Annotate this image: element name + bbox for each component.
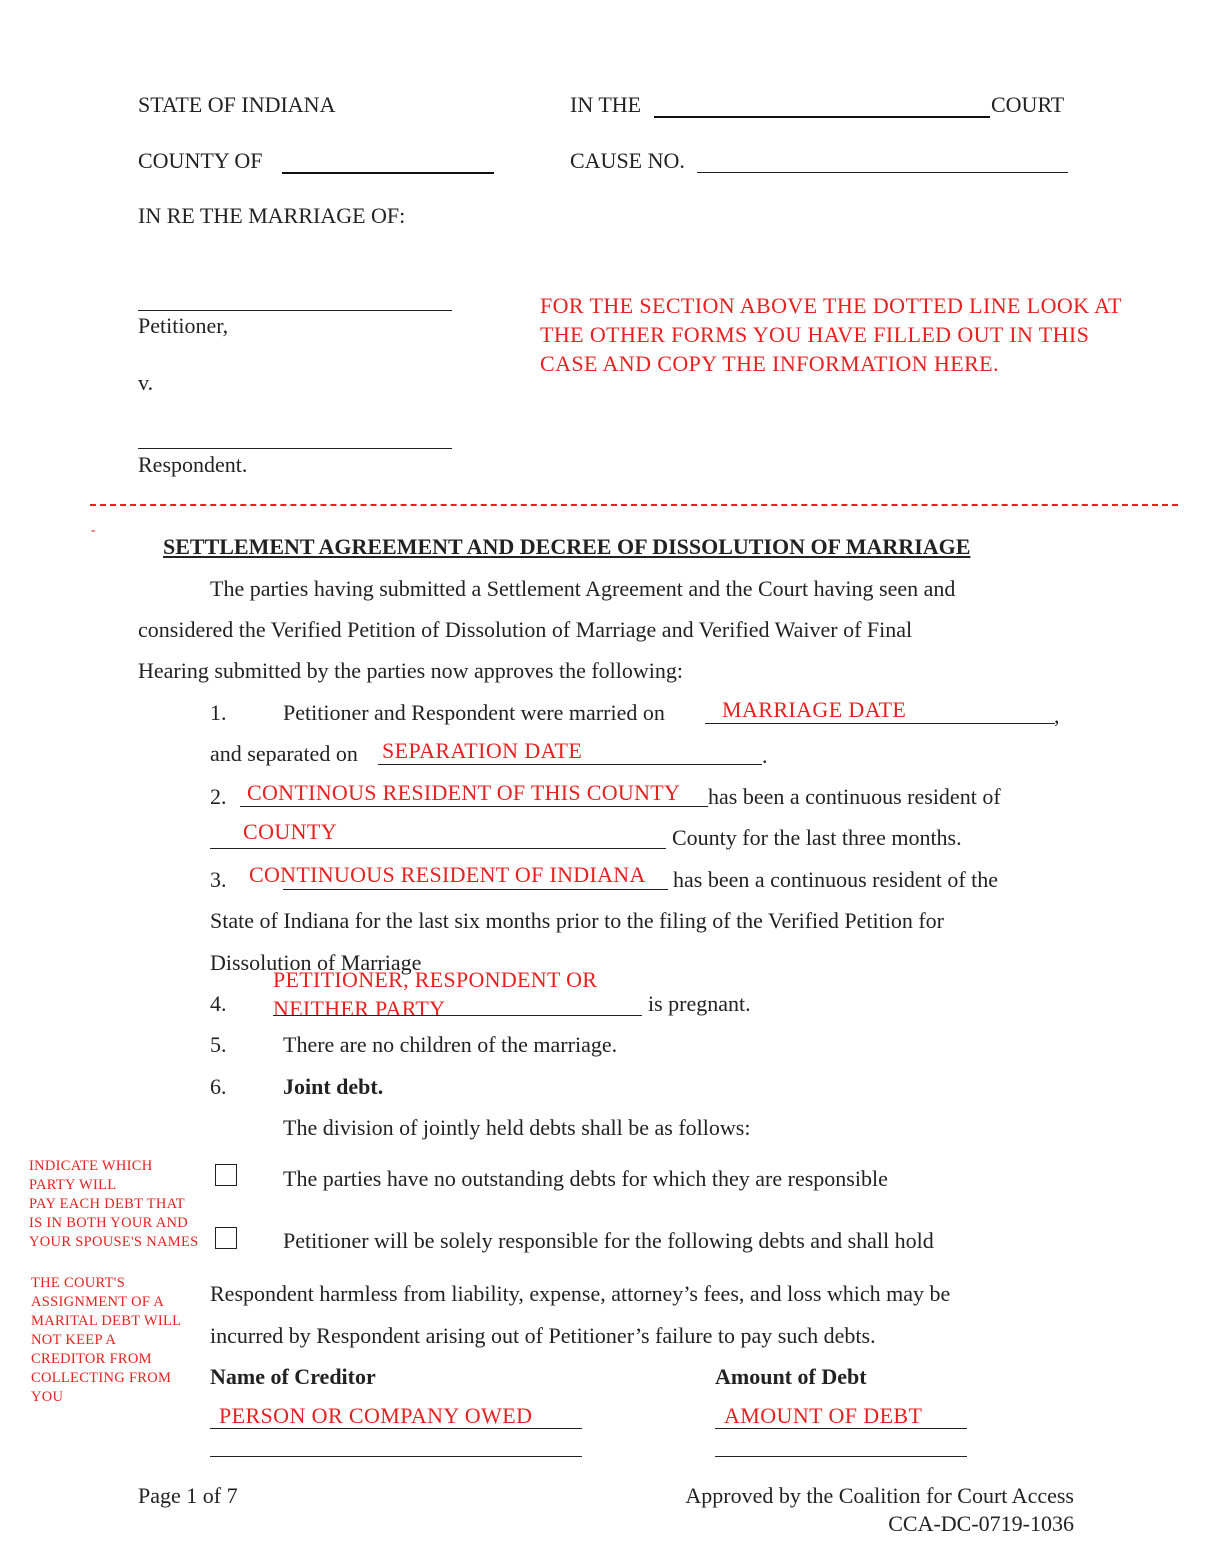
marriage-date-field[interactable] [705,723,1055,724]
court-suffix-label: COURT [991,92,1065,117]
state-label: STATE OF INDIANA [138,92,336,117]
respondent-label: Respondent. [138,452,248,477]
no-debts-option-text: The parties have no outstanding debts for which they are responsible [283,1166,888,1191]
county-label: COUNTY OF [138,148,263,173]
item-1-comma: , [1054,703,1060,728]
pregnant-party-field[interactable] [273,1015,642,1016]
county-name-hint: COUNTY [243,819,338,844]
petitioner-name-field[interactable] [138,310,452,311]
creditor-column-header: Name of Creditor [210,1364,376,1389]
joint-debt-heading: Joint debt. [283,1074,384,1099]
debt-amount-hint: AMOUNT OF DEBT [724,1403,923,1428]
petitioner-responsible-checkbox[interactable] [215,1227,237,1249]
side-note-creditor-warning: THE COURT'S ASSIGNMENT OF A MARITAL DEBT WILL NOT KEEP A CREDITOR FROM COLLECTING FROM YOU [31,1275,182,1405]
item-number-2: 2. [210,784,227,809]
item-6-text: The division of jointly held debts shall be as follows: [283,1115,751,1140]
petitioner-responsible-text-3: incurred by Respondent arising out of Petitioner’s failure to pay such debts. [210,1323,876,1348]
creditor-name-hint: PERSON OR COMPANY OWED [219,1403,533,1428]
separation-date-hint: SEPARATION DATE [382,738,583,763]
court-prefix-label: IN THE [570,92,642,117]
item-3c-text: Dissolution of Marriage [210,950,422,975]
versus-label: v. [138,370,154,395]
county-name-field[interactable] [210,848,666,849]
no-debts-checkbox[interactable] [215,1164,237,1186]
side-note-debt-indication: INDICATE WHICH PARTY WILL PAY EACH DEBT THAT IS IN BOTH YOUR AND YOUR SPOUSE'S NAMES [29,1158,199,1250]
pregnant-party-hint-1: PETITIONER, RESPONDENT OR [273,967,598,992]
debt-amount-field-2[interactable] [715,1456,967,1457]
county-resident-hint: CONTINOUS RESIDENT OF THIS COUNTY [247,780,681,805]
debt-amount-field-1[interactable] [715,1428,967,1429]
county-resident-field[interactable] [240,806,708,807]
separator-tick: - [91,523,96,538]
dotted-separator [90,504,1178,506]
item-1-text: Petitioner and Respondent were married on [283,700,665,725]
respondent-name-field[interactable] [138,448,452,449]
intro-line-3: Hearing submitted by the parties now approves the following: [138,658,683,683]
separation-date-field[interactable] [378,764,762,765]
form-code: CCA-DC-0719-1036 [888,1511,1074,1536]
item-number-5: 5. [210,1032,227,1057]
item-number-3: 3. [210,867,227,892]
item-1b-period: . [762,743,768,768]
item-1b-text: and separated on [210,741,358,766]
indiana-resident-hint: CONTINUOUS RESIDENT OF INDIANA [249,862,646,887]
instruction-line-3: CASE AND COPY THE INFORMATION HERE. [540,351,999,376]
item-5-text: There are no children of the marriage. [283,1032,618,1057]
creditor-name-field-1[interactable] [210,1428,582,1429]
item-number-6: 6. [210,1074,227,1099]
cause-no-field[interactable] [697,172,1068,173]
amount-column-header: Amount of Debt [715,1364,867,1389]
instruction-line-2: THE OTHER FORMS YOU HAVE FILLED OUT IN THIS [540,322,1090,347]
item-number-4: 4. [210,991,227,1016]
petitioner-responsible-text: Petitioner will be solely responsible for the following debts and shall hold [283,1228,934,1253]
petitioner-responsible-text-2: Respondent harmless from liability, expense, attorney’s fees, and loss which may be [210,1281,951,1306]
approval-note: Approved by the Coalition for Court Access [685,1483,1074,1508]
marriage-date-hint: MARRIAGE DATE [722,697,907,722]
indiana-resident-field[interactable] [283,889,668,890]
intro-line-2: considered the Verified Petition of Dissolution of Marriage and Verified Waiver of Final [138,617,913,642]
instruction-line-1: FOR THE SECTION ABOVE THE DOTTED LINE LOOK AT [540,293,1122,318]
creditor-name-field-2[interactable] [210,1456,582,1457]
item-2b-text: County for the last three months. [672,825,962,850]
court-name-field[interactable] [654,116,990,118]
page-number: Page 1 of 7 [138,1483,238,1508]
document-title: SETTLEMENT AGREEMENT AND DECREE OF DISSOLUTION OF MARRIAGE [163,534,971,559]
item-3-text: has been a continuous resident of the [673,867,999,892]
intro-line-1: The parties having submitted a Settlement Agreement and the Court having seen and [210,576,956,601]
item-2-text: has been a continuous resident of [708,784,1001,809]
pregnant-party-hint-2: NEITHER PARTY [273,996,446,1021]
cause-no-label: CAUSE NO. [570,148,685,173]
in-re-label: IN RE THE MARRIAGE OF: [138,203,406,228]
petitioner-label: Petitioner, [138,313,229,338]
county-field[interactable] [282,172,494,174]
item-number-1: 1. [210,700,227,725]
item-4-text: is pregnant. [648,991,751,1016]
item-3b-text: State of Indiana for the last six months prior to the filing of the Verified Petition for [210,908,945,933]
